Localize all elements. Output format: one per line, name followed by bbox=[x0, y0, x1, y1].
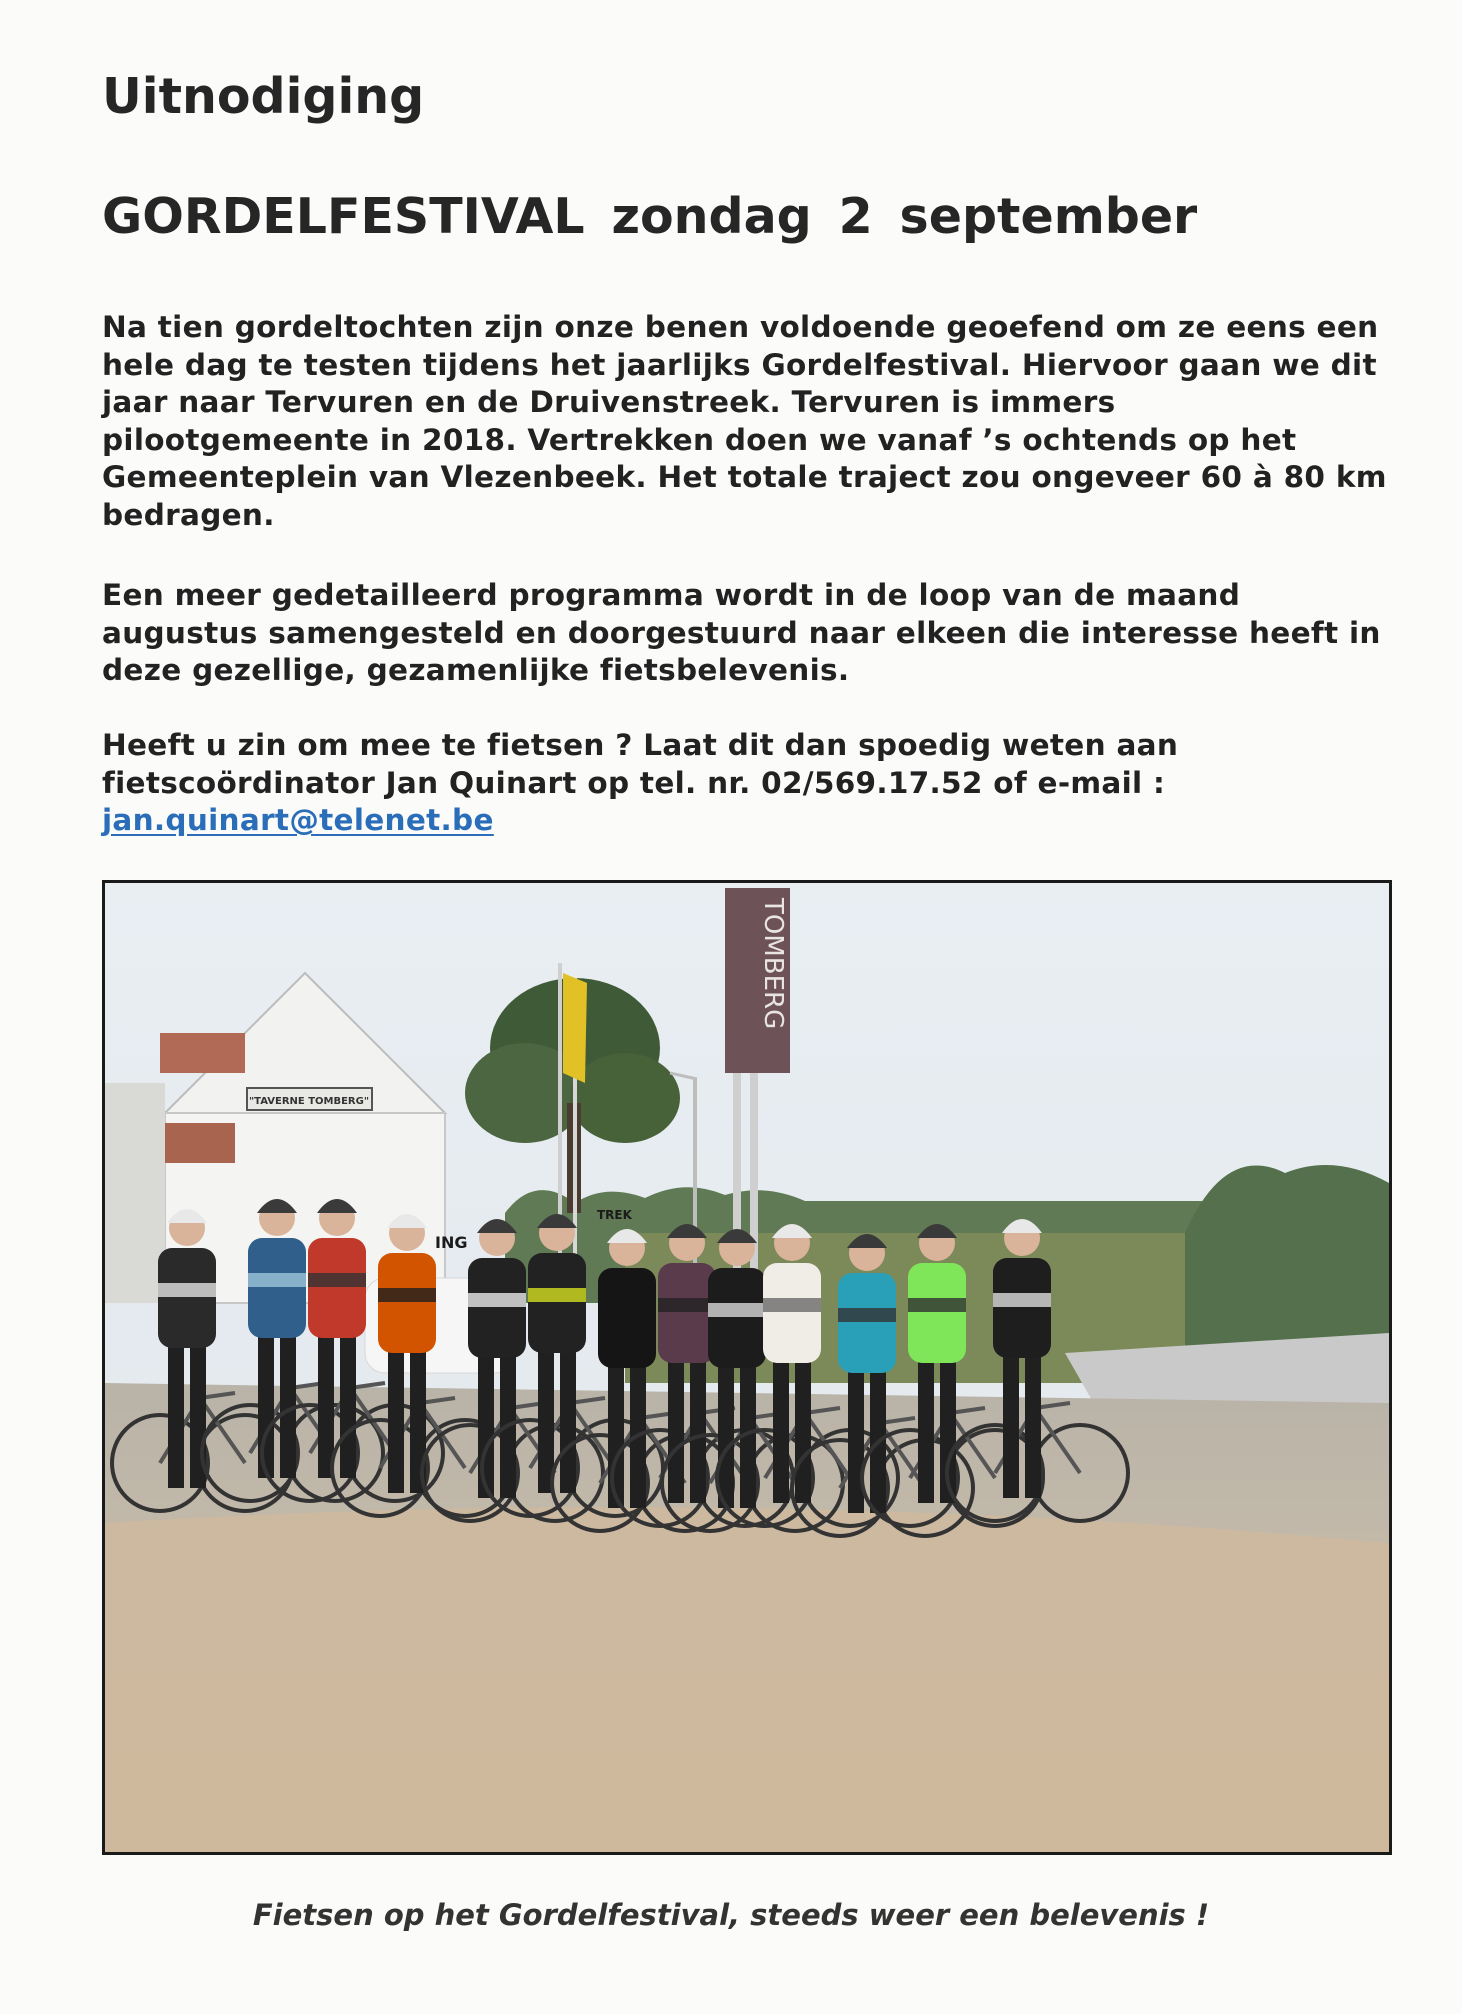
intro-paragraph: Na tien gordeltochten zijn onze benen voldoende geoefend om ze eens een hele dag te testen tijdens het jaarlijks Gordelfestival. Hiervoor gaan we dit jaar naar Tervuren en de Druivenstreek. Tervuren is immers pilootgemeente in 2018. Vertrekken doen we vanaf ’s ochtends op het Gemeenteplein van Vlezenbeek. Het totale traject zou ongeveer 60 à 80 km bedragen. bbox=[102, 310, 1387, 532]
contact-text: Heeft u zin om mee te fietsen ? Laat dit dan spoedig weten aan fietscoördinator Jan Quinart op tel. nr. 02/569.17.52 of e-mail : bbox=[102, 728, 1179, 800]
contact-paragraph bbox=[102, 727, 1392, 840]
program-paragraph: Een meer gedetailleerd programma wordt in de loop van de maand augustus samengesteld en doorgestuurd naar elkeen die interesse heeft in deze gezellige, gezamenlijke fietsbelevenis. bbox=[102, 578, 1381, 687]
jersey-label-trek: TREK bbox=[597, 1208, 632, 1222]
event-title: GORDELFESTIVAL zondag 2 september bbox=[102, 188, 1198, 245]
photo-caption: Fietsen op het Gordelfestival, steeds weer een belevenis ! bbox=[252, 1898, 1210, 1932]
pole-sign-text: TOMBERG bbox=[758, 898, 788, 1030]
email-link[interactable]: jan.quinart@telenet.be bbox=[102, 803, 494, 837]
jersey-label-ing: ING bbox=[435, 1233, 468, 1252]
group-photo bbox=[102, 880, 1392, 1855]
invitation-heading: Uitnodiging bbox=[102, 68, 425, 125]
building-sign: "TAVERNE TOMBERG" bbox=[248, 1096, 370, 1107]
